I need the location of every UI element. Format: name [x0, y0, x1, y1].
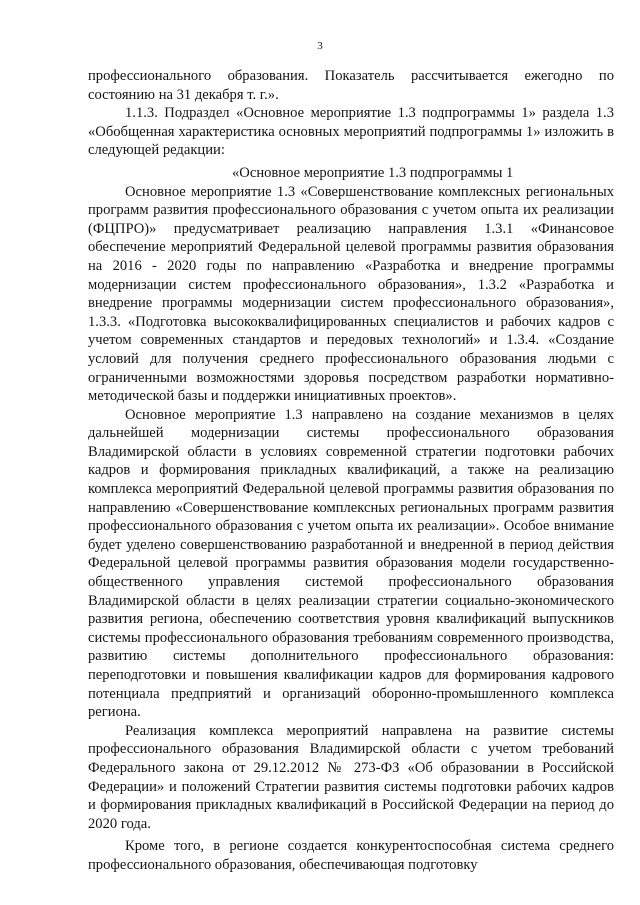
paragraph-additional: Кроме того, в регионе создается конкурентоспособная система среднего профессионального образования, обеспечивающая подготовку [88, 838, 614, 873]
paragraph-continuation: профессионального образования. Показатель рассчитывается ежегодно по состоянию на 31 декабря т. г.». [88, 68, 614, 103]
paragraph-measure-description: Основное мероприятие 1.3 «Совершенствование комплексных региональных программ развития профессионального образования с учетом опыта их реализации (ФЦПРО)» предусматривает реализацию направления 1.3.1 «Финансовое обеспечение мероприятий Федеральной целевой программы развития образования на 2016 - 2020 годы по направлению «Разработка и внедрение программы модернизации систем профессионального образования», 1.3.2 «Разработка и внедрение программы модернизации систем профессионального образования», 1.3.3. «Подготовка высококвалифицированных специалистов и рабочих кадров с учетом современных стандартов и передовых технологий» и 1.3.4. «Создание условий для получения среднего профессионального образования людьми с ограниченными возможностями здоровья посредством разработки нормативно-методической базы и поддержки инициативных проектов». [88, 183, 614, 405]
paragraph-implementation: Реализация комплекса мероприятий направлена на развитие системы профессионального образования Владимирской области с учетом требований Федерального закона от 29.12.2012 № 273-ФЗ «Об образовании в Российской Федерации» и положений Стратегии развития системы подготовки рабочих кадров и формирования прикладных квалификаций в Российской Федерации на период до 2020 года. [88, 722, 614, 832]
section-heading: «Основное мероприятие 1.3 подпрограммы 1 [232, 164, 514, 181]
page-number: 3 [317, 40, 323, 52]
document-body [88, 67, 614, 875]
paragraph-measure-goals: Основное мероприятие 1.3 направлено на создание механизмов в целях дальнейшей модернизации системы профессионального образования Владимирской области в условиях современной стратегии подготовки рабочих кадров и формирования прикладных квалификаций, а также на реализацию комплекса мероприятий Федеральной целевой программы развития образования по направлению «Совершенствование комплексных региональных программ развития профессионального образования с учетом опыта их реализации». Особое внимание будет уделено совершенствованию разработанной и внедренной в период действия Федеральной целевой программы развития образования модели государственно-общественного управления системой профессионального образования Владимирской области в целях реализации стратегии социально-экономического развития региона, обеспечению соответствия уровня квалификаций выпускников системы профессионального образования требованиям современного производства, развитию системы дополнительного профессионального образования: переподготовки и повышения квалификации кадров для формирования кадрового потенциала предприятий и организаций оборонно-промышленного комплекса региона. [88, 406, 614, 721]
paragraph-amendment-intro: 1.1.3. Подраздел «Основное мероприятие 1.3 подпрограммы 1» раздела 1.3 «Обобщенная характеристика основных мероприятий подпрограммы 1» изложить в следующей редакции: [88, 105, 614, 159]
